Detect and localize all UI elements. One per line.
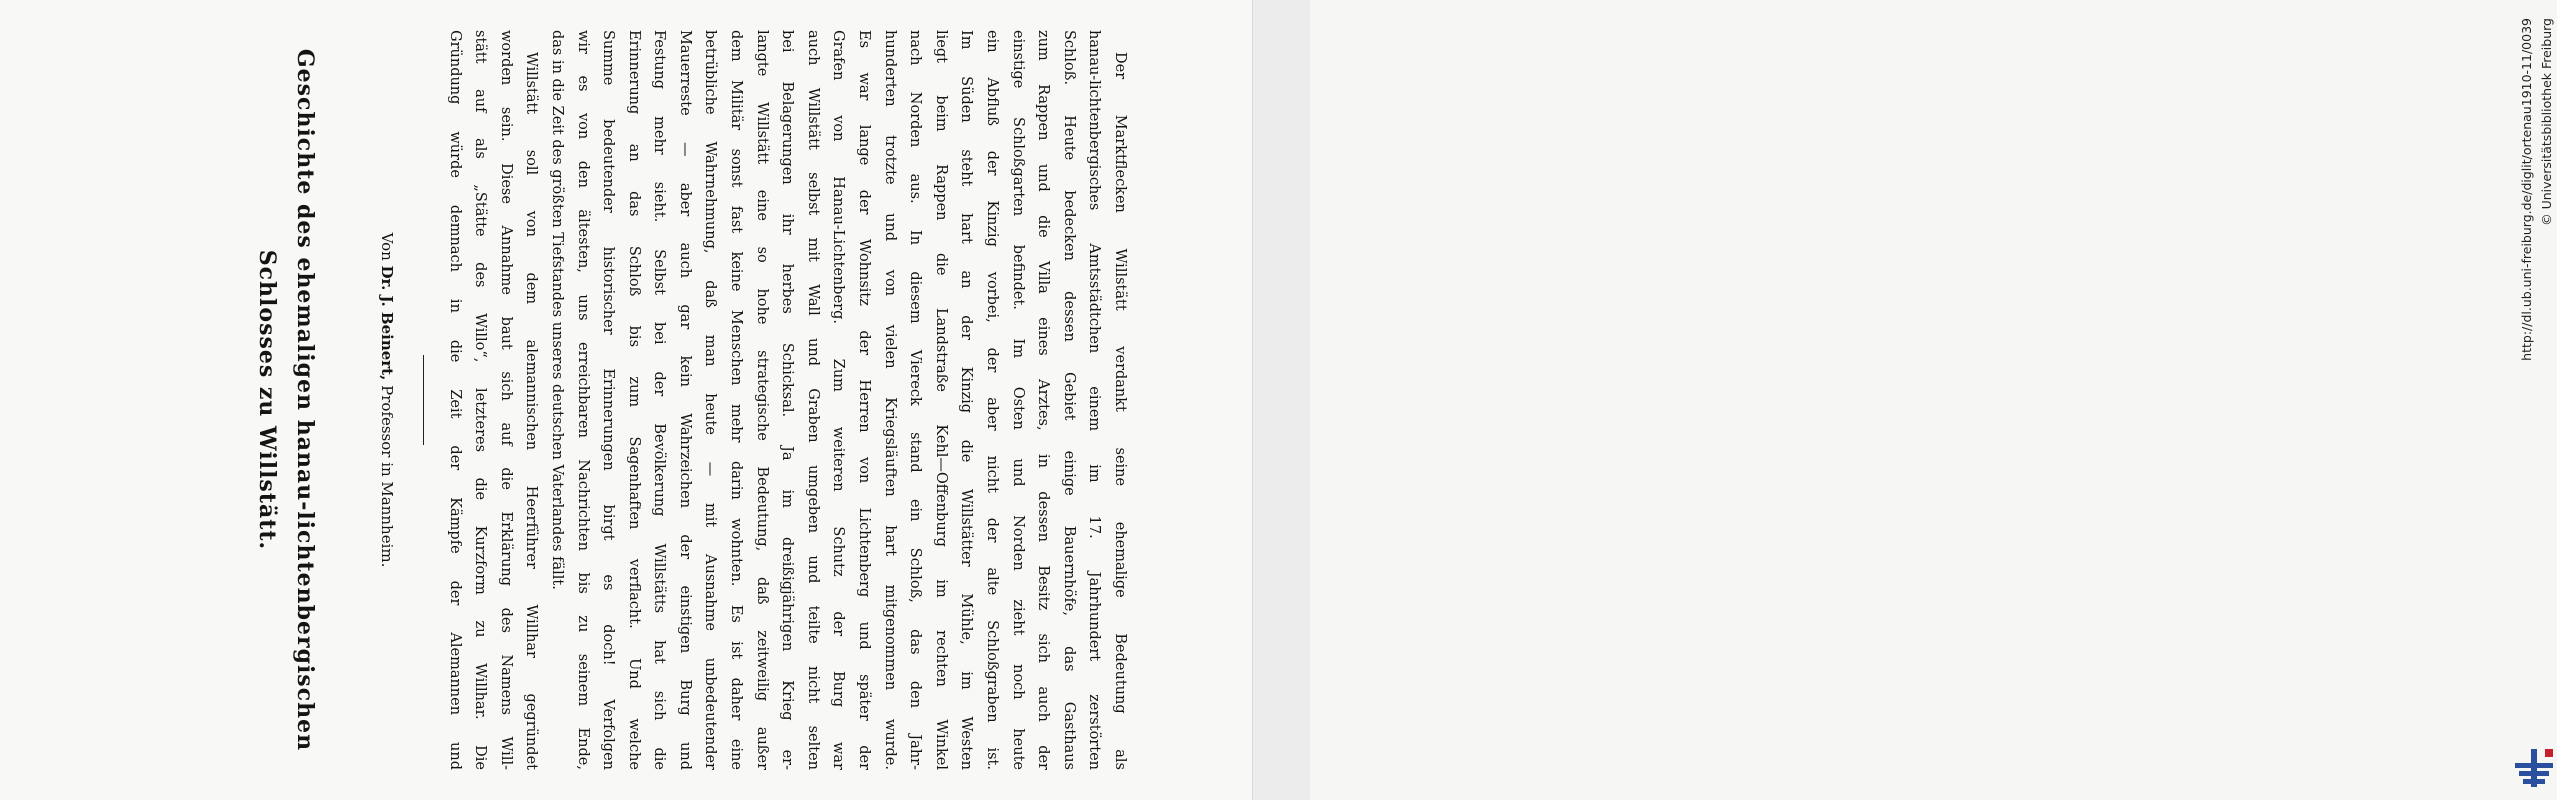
byline-prefix: Von (378, 232, 396, 261)
body-line: Schloß. Heute bedecken dessen Gebiet einige Bauernhöfe, das Gasthaus (1060, 30, 1077, 770)
body-line: Erinnerung an das Schloß bis zum Sagenhaften verflacht. Und welche (625, 30, 642, 770)
viewer-sidebar (1252, 0, 2554, 800)
body-line: nach Norden aus. In diesem Viereck stand ein Schloß, das den Jahr- (907, 30, 924, 770)
copyright-notice: © Universitätsbibliothek Freiburg (2539, 18, 2554, 226)
body-line: Der Marktflecken Willstätt verdankt seine ehemalige Bedeutung als (1112, 52, 1128, 770)
logo-red-mark (2545, 749, 2553, 757)
body-line: Summe bedeutender historischer Erinnerungen birgt es doch! Verfolgen (600, 30, 617, 770)
body-line: hunderten trotzte und von vielen Kriegsläuften hart mitgenommen wurde. (881, 30, 898, 770)
article-title (248, 40, 324, 760)
title-line-2: Schlosses zu Willstätt. (254, 249, 280, 551)
body-line: Willstätt soll von dem alemannischen Heerführer Willhar gegründet (523, 52, 540, 770)
byline-suffix: Professor in Mannheim. (378, 385, 396, 568)
byline (377, 40, 397, 760)
body-line: Mauerreste — aber auch gar kein Wahrzeichen der einstigen Burg und (676, 30, 693, 770)
author-name: Dr. J. Beinert, (378, 265, 396, 381)
body-line: langte Willstätt eine so hohe strategische Bedeutung, daß zeitweilig außer (753, 30, 770, 770)
body-line: hanau-lichtenbergisches Amtsstädtchen einem im 17. Jahrhundert zerstörten (1086, 30, 1103, 770)
body-line: einstige Schloßgarten befindet. Im Osten und Norden zieht noch heute (1009, 30, 1026, 770)
logo-stem (2531, 749, 2537, 787)
body-line: Gründung würde demnach in die Zeit der Kämpfe der Alemannen und (446, 30, 463, 770)
body-line: auch Willstätt selbst mit Wall und Graben umgeben und teilte nicht selten (804, 30, 821, 770)
body-line: dem Militär sonst fast keine Menschen mehr darin wohnten. Es ist daher eine (728, 30, 745, 770)
body-line: liegt beim Rappen die Landstraße Kehl—Offenburg im rechten Winkel (932, 30, 949, 770)
body-line: das in die Zeit des größten Tiefstandes unseres deutschen Vaterlandes fällt. (548, 30, 565, 590)
page-inner (0, 0, 1252, 800)
body-line: Im Süden steht hart an der Kinzig die Willstätter Mühle, im Westen (958, 30, 975, 770)
page-content-rotated (0, 0, 1252, 800)
source-url[interactable]: http://dl.ub.uni-freiburg.de/diglit/ortenau1910-11/0039 (2519, 18, 2534, 361)
body-line: betrübliche Wahrnehmung, daß man heute — mit Ausnahme unbedeutender (702, 30, 719, 770)
body-line: Grafen von Hanau-Lichtenberg. Zum weiteren Schutz der Burg war (830, 30, 847, 770)
body-line: stätt auf als „Stätte des Willo“, letzteres die Kurzform zu Willhar. Die (472, 30, 489, 770)
body-line: wir es von den ältesten, uns erreichbaren Nachrichten bis zu seinem Ende, (574, 30, 591, 770)
body-line: Festung mehr sieht. Selbst bei der Bevölkerung Willstätts hat sich die (651, 30, 668, 770)
body-line: bei Belagerungen ihr herbes Schicksal. Ja im dreißigjährigen Krieg er- (779, 30, 796, 770)
body-line: worden sein. Diese Annahme baut sich auf die Erklärung des Namens Will- (497, 30, 514, 770)
ub-freiburg-logo-icon (2511, 745, 2557, 791)
article-body (432, 30, 1132, 770)
body-line: ein Abfluß der Kinzig vorbei, der aber nicht der alte Schloßgraben ist. (984, 30, 1001, 770)
body-line: zum Rappen und die Villa eines Arztes, in dessen Besitz sich auch der (1035, 30, 1052, 770)
body-line: Es war lange der Wohnsitz der Herren von Lichtenberg und später der (856, 30, 873, 770)
scanned-page (0, 0, 1252, 800)
title-divider (423, 355, 424, 445)
title-line-1: Geschichte des ehemaligen hanau-lichtenbergischen (292, 48, 318, 752)
